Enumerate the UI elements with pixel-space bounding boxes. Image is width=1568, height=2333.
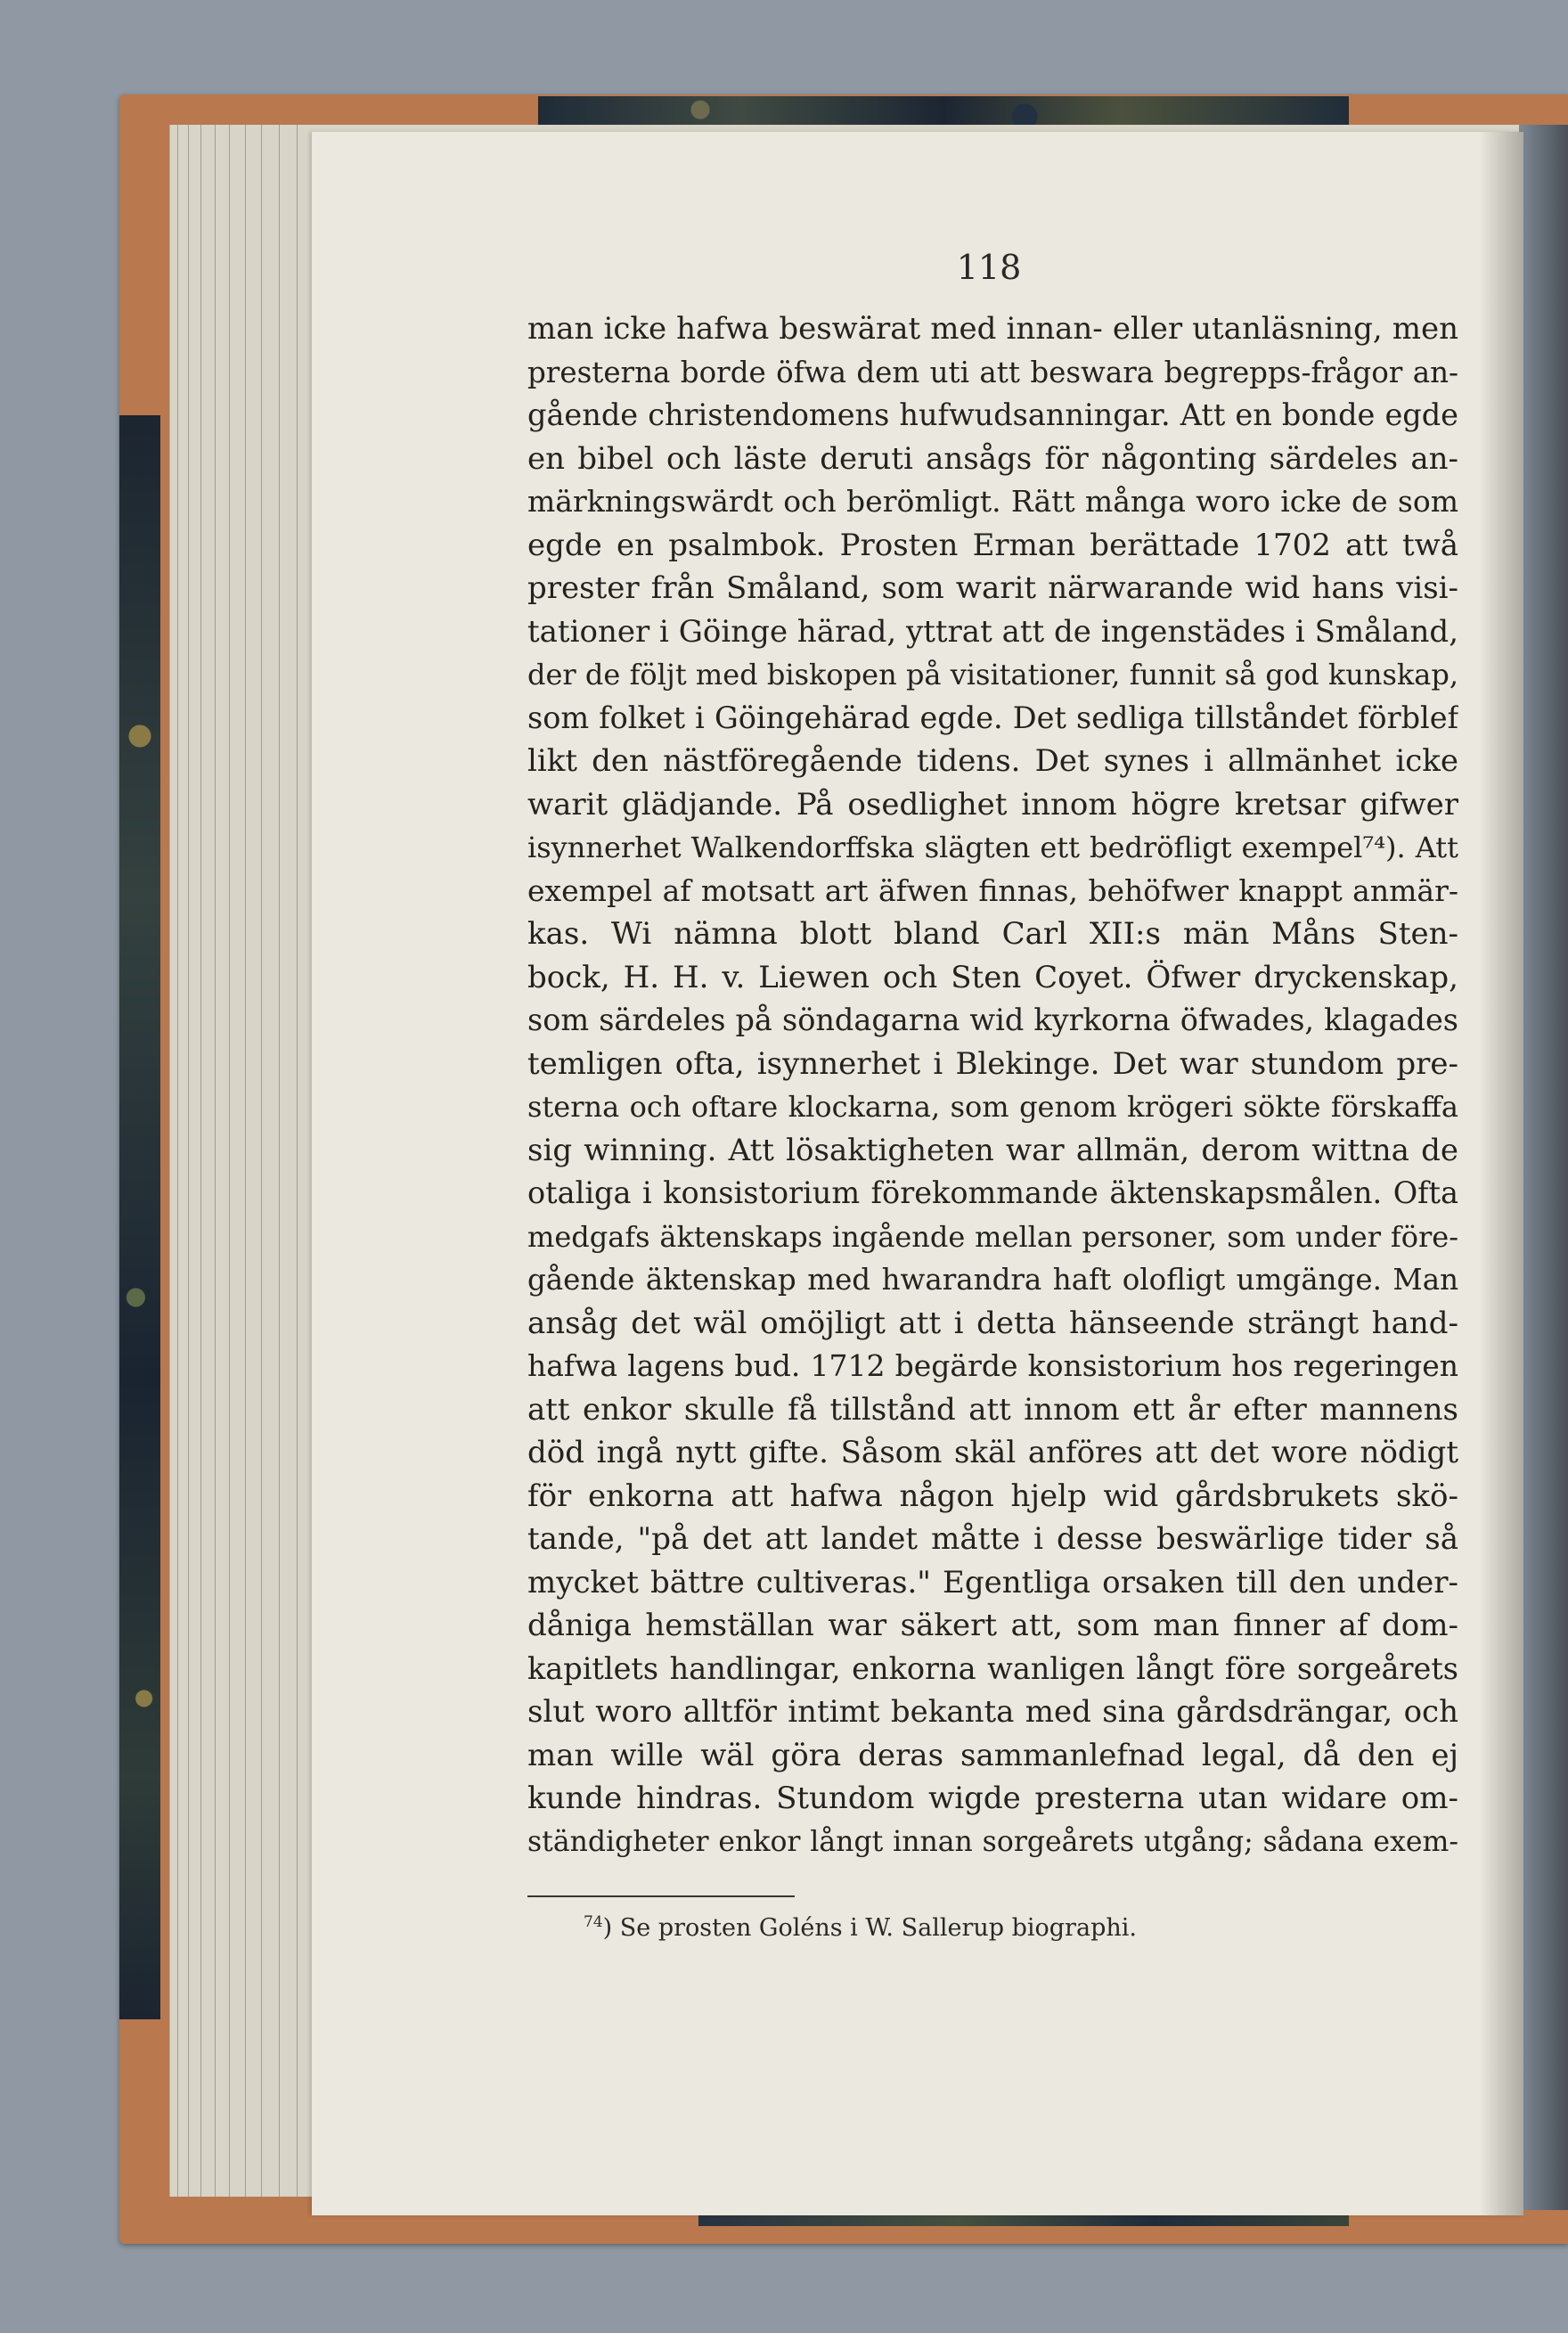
footnote-marker: 74: [584, 1913, 603, 1931]
text-line: isynnerhet Walkendorffska slägten ett bedröfligt exempel⁷⁴). Att: [527, 831, 1458, 864]
page-number: 118: [956, 248, 1022, 287]
text-line: otaliga i konsistorium förekommande äktenskapsmålen. Ofta: [527, 1175, 1458, 1210]
text-line: gående christendomens hufwudsanningar. Att en bonde egde: [527, 397, 1458, 432]
text-line: der de följt med biskopen på visitationer, funnit så god kunskap,: [527, 658, 1458, 692]
text-line: hafwa lagens bud. 1712 begärde konsistorium hos regeringen: [527, 1348, 1458, 1383]
text-line: man wille wäl göra deras sammanlefnad legal, då den ej: [527, 1737, 1458, 1773]
text-line: gående äktenskap med hwarandra haft olofligt umgänge. Man: [527, 1263, 1458, 1297]
page-edge-line: [215, 125, 216, 2197]
text-line: likt den nästföregående tidens. Det synes i allmänhet icke: [527, 743, 1458, 779]
text-line: en bibel och läste deruti ansågs för någonting särdeles an-: [527, 440, 1458, 477]
text-line: sterna och oftare klockarna, som genom krögeri sökte förskaffa: [527, 1090, 1458, 1124]
text-line: sig winning. Att lösaktigheten war allmän, derom wittna de: [527, 1132, 1458, 1168]
text-line: som särdeles på söndagarna wid kyrkorna öfwades, klagades: [527, 1003, 1458, 1037]
page-edge-line: [297, 125, 298, 2197]
text-line: för enkorna att hafwa någon hjelp wid gårdsbrukets skö-: [527, 1478, 1458, 1514]
text-line: egde en psalmbok. Prosten Erman berättade 1702 att twå: [527, 527, 1458, 563]
page-edge-line: [261, 125, 262, 2197]
text-line: dåniga hemställan war säkert att, som man finner af dom-: [527, 1608, 1458, 1643]
spine-shadow: [1479, 132, 1523, 2215]
page-edge-line: [200, 125, 201, 2197]
text-line: att enkor skulle få tillstånd att innom ett år efter mannens: [527, 1391, 1458, 1428]
text-line: slut woro alltför intimt bekanta med sina gårdsdrängar, och: [527, 1694, 1458, 1730]
page-edge-line: [229, 125, 230, 2197]
text-line: bock, H. H. v. Liewen och Sten Coyet. Öfwer dryckenskap,: [527, 959, 1458, 995]
page-edge-line: [188, 125, 189, 2197]
text-line: kas. Wi nämna blott bland Carl XII:s män Måns Sten-: [527, 916, 1458, 952]
text-line: presterna borde öfwa dem uti att beswara begrepps-frågor an-: [527, 355, 1458, 389]
text-line: kunde hindras. Stundom wigde presterna utan widare om-: [527, 1780, 1458, 1816]
text-line: ständigheter enkor långt innan sorgeårets utgång; sådana exem-: [527, 1825, 1458, 1858]
text-line: tationer i Göinge härad, yttrat att de ingenstädes i Småland,: [527, 613, 1458, 650]
text-line: prester från Småland, som warit närwarande wid hans visi-: [527, 570, 1458, 606]
text-line: kapitlets handlingar, enkorna wanligen långt före sorgeårets: [527, 1650, 1458, 1686]
footnote-text: ) Se prosten Goléns i W. Sallerup biographi.: [602, 1914, 1137, 1942]
text-line: man icke hafwa beswärat med innan- eller utanläsning, men: [527, 311, 1458, 347]
footnote-rule: [527, 1895, 795, 1897]
text-line: som folket i Göingehärad egde. Det sedliga tillståndet förblef: [527, 700, 1458, 735]
page-edge-line: [245, 125, 246, 2197]
text-line: död ingå nytt gifte. Såsom skäl anföres att det wore nödigt: [527, 1435, 1458, 1470]
page-edge-line: [177, 125, 178, 2197]
text-line: temligen ofta, isynnerhet i Blekinge. Det war stundom pre-: [527, 1045, 1458, 1082]
page-edge-line: [279, 125, 280, 2197]
text-line: medgafs äktenskaps ingående mellan personer, som under före-: [527, 1219, 1458, 1254]
body-text: [527, 307, 1458, 1863]
text-line: ansåg det wäl omöjligt att i detta hänseende strängt hand-: [527, 1305, 1458, 1341]
text-line: märkningswärdt och berömligt. Rätt många woro icke de som: [527, 484, 1458, 519]
text-line: mycket bättre cultiveras." Egentliga orsaken till den under-: [527, 1564, 1458, 1600]
spine-gutter: [1519, 125, 1568, 2210]
footnote: [584, 1913, 1137, 1942]
text-line: tande, "på det att landet måtte i desse beswärlige tider så: [527, 1521, 1458, 1557]
text-line: warit glädjande. På osedlighet innom högre kretsar gifwer: [527, 786, 1458, 823]
marbled-paper-left: [119, 415, 160, 2019]
text-line: exempel af motsatt art äfwen finnas, behöfwer knappt anmär-: [527, 872, 1458, 908]
